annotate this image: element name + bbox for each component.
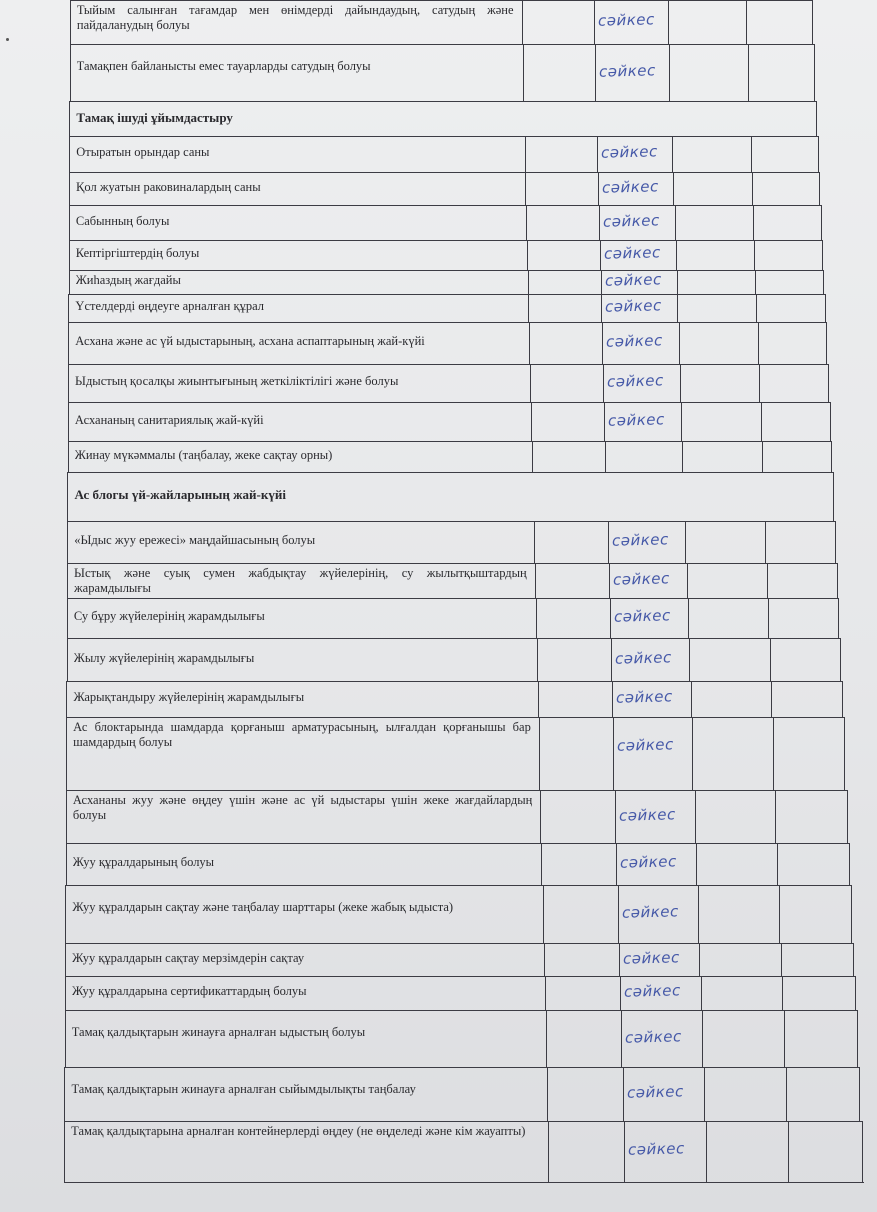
column-divider-4 (758, 323, 759, 364)
column-divider-4 (756, 295, 757, 322)
column-divider-1 (530, 365, 531, 402)
criterion-label: Жуу құралдарын сақтау және таңбалау шарттары (жеке жабық ыдыста) (72, 900, 454, 914)
table-row (66, 790, 848, 843)
column-divider-2 (603, 365, 604, 402)
column-divider-2 (621, 1011, 622, 1067)
column-divider-3 (679, 323, 680, 364)
column-divider-4 (746, 1, 747, 44)
column-divider-3 (680, 365, 681, 402)
handwritten-mark: сәйкес (617, 735, 675, 755)
column-divider-4 (779, 886, 780, 943)
column-divider-1 (541, 844, 542, 885)
criterion-label: Отыратын орындар саны (76, 145, 210, 159)
column-divider-3 (692, 718, 693, 790)
column-divider-1 (547, 1068, 548, 1121)
criterion-label: Ас блоктарында шамдарда қорғаныш арматурасының, ылғалдан қорғанышы бар шамдардың болуы (73, 720, 531, 749)
column-divider-2 (623, 1068, 624, 1121)
criterion-label: Асхананы жуу және өңдеу үшін және ас үй ыдыстары үшін жеке жағдайлардың болуы (72, 793, 533, 822)
column-divider-4 (759, 365, 760, 402)
handwritten-mark: сәйкес (613, 606, 671, 626)
handwritten-mark: сәйкес (626, 1082, 684, 1102)
handwritten-mark: сәйкес (615, 687, 673, 707)
column-divider-3 (689, 639, 690, 681)
column-divider-3 (699, 944, 700, 976)
column-divider-4 (777, 844, 778, 885)
column-divider-4 (788, 1122, 789, 1182)
column-divider-4 (752, 173, 753, 205)
table-row (65, 1010, 858, 1067)
column-divider-3 (687, 564, 688, 598)
column-divider-3 (691, 682, 692, 717)
column-divider-3 (677, 271, 678, 294)
handwritten-mark: сәйкес (611, 530, 669, 550)
criterion-label: Жинау мүкәммалы (таңбалау, жеке сақтау орны) (74, 447, 333, 462)
table-row (68, 364, 829, 402)
table-row (69, 270, 825, 294)
column-divider-1 (528, 271, 529, 294)
column-divider-2 (624, 1122, 625, 1182)
handwritten-mark: сәйкес (598, 60, 656, 81)
column-divider-2 (611, 639, 612, 681)
table-row (66, 681, 842, 717)
table-row (65, 976, 856, 1010)
column-divider-2 (613, 718, 614, 790)
table-row (65, 943, 854, 976)
column-divider-1 (536, 599, 537, 638)
handwritten-mark: сәйкес (603, 243, 661, 263)
column-divider-3 (673, 173, 674, 205)
handwritten-mark: сәйкес (607, 371, 665, 391)
handwritten-mark: сәйкес (624, 1026, 683, 1047)
column-divider-2 (598, 173, 599, 205)
column-divider-3 (702, 1011, 703, 1067)
criterion-label: Тамақ қалдықтарын жинауға арналған сыйымдылықты таңбалау (71, 1082, 416, 1096)
column-divider-2 (620, 977, 621, 1010)
column-divider-4 (753, 206, 754, 240)
criterion-label: Жиһаздың жағдайы (75, 273, 181, 287)
criterion-label: Асхананың санитариялық жай-күйі (74, 412, 264, 427)
table-row (68, 322, 827, 364)
table-row (68, 402, 831, 441)
column-divider-4 (775, 791, 776, 843)
column-divider-2 (615, 791, 616, 843)
column-divider-2 (600, 241, 601, 270)
table-row (64, 1067, 860, 1121)
handwritten-mark: сәйкес (605, 296, 663, 316)
column-divider-1 (544, 944, 545, 976)
column-divider-2 (616, 844, 617, 885)
criterion-label: «Ыдыс жуу ережесі» маңдайшасының болуы (74, 533, 316, 547)
criterion-label: Тамақ қалдықтарын жинауға арналған ыдыстың болуы (71, 1025, 366, 1039)
column-divider-1 (538, 682, 539, 717)
column-divider-2 (612, 682, 613, 717)
table-row (66, 843, 850, 885)
table-row (69, 136, 819, 172)
table-row (67, 598, 839, 638)
column-divider-3 (676, 241, 677, 270)
column-divider-2 (601, 295, 602, 322)
column-divider-1 (534, 522, 535, 563)
criterion-label: Жарықтандыру жүйелерінің жарамдылығы (73, 690, 305, 704)
column-divider-3 (704, 1068, 705, 1121)
column-divider-1 (546, 1011, 547, 1067)
table-row (70, 0, 813, 44)
section-title: Тамақ ішуді ұйымдастыру (76, 109, 233, 125)
section-header-row (69, 101, 817, 136)
column-divider-3 (669, 45, 670, 101)
handwritten-mark: сәйкес (606, 331, 664, 351)
table-row (66, 717, 845, 790)
table-row (69, 240, 824, 270)
column-divider-4 (767, 564, 768, 598)
column-divider-3 (672, 137, 673, 172)
section-header-row (67, 472, 833, 521)
column-divider-1 (539, 718, 540, 790)
handwritten-mark: сәйкес (627, 1139, 686, 1159)
criterion-label: Жуу құралдарына сертификаттардың болуы (71, 984, 307, 998)
column-divider-4 (751, 137, 752, 172)
handwritten-mark: сәйкес (612, 568, 670, 589)
column-divider-2 (602, 323, 603, 364)
handwritten-mark: сәйкес (608, 409, 666, 430)
column-divider-2 (601, 271, 602, 294)
handwritten-mark: сәйкес (604, 270, 662, 290)
column-divider-2 (619, 944, 620, 976)
column-divider-3 (675, 206, 676, 240)
column-divider-3 (698, 886, 699, 943)
column-divider-2 (597, 137, 598, 172)
handwritten-mark: сәйкес (621, 902, 679, 922)
handwritten-mark: сәйкес (623, 981, 681, 1001)
column-divider-2 (608, 522, 609, 563)
column-divider-1 (537, 639, 538, 681)
handwritten-mark: сәйкес (618, 804, 677, 825)
column-divider-2 (604, 403, 605, 441)
criterion-label: Тыйым салынған тағамдар мен өнімдерді дайындаудың, сатудың және пайдаланудың болуы (76, 3, 514, 32)
column-divider-4 (754, 241, 755, 270)
criterion-label: Асхана және ас үй ыдыстарының, асхана аспаптарының жай-күйі (75, 334, 425, 348)
column-divider-2 (594, 1, 595, 44)
handwritten-mark: сәйкес (600, 142, 659, 162)
column-divider-3 (685, 522, 686, 563)
criterion-label: Кептіргіштердің болуы (75, 246, 200, 260)
criterion-label: Сабынның болуы (75, 213, 170, 228)
column-divider-4 (755, 271, 756, 294)
table-row (67, 638, 841, 681)
table-row (68, 441, 832, 472)
table-row (67, 521, 836, 563)
criterion-label: Ыстық және суық сумен жабдықтау жүйелерінің, су жылытқыштардың жарамдылығы (74, 566, 527, 595)
column-divider-1 (540, 791, 541, 843)
column-divider-1 (527, 241, 528, 270)
column-divider-4 (748, 45, 749, 101)
criterion-label: Тамақпен байланысты емес тауарларды сатудың болуы (76, 59, 371, 73)
column-divider-1 (543, 886, 544, 943)
column-divider-3 (677, 295, 678, 322)
column-divider-4 (765, 522, 766, 563)
criterion-label: Ыдыстың қосалқы жиынтығының жеткіліктілігі және болуы (75, 374, 399, 388)
column-divider-1 (523, 45, 524, 101)
column-divider-4 (784, 1011, 785, 1067)
column-divider-1 (535, 564, 536, 598)
table-row (67, 563, 837, 598)
column-divider-4 (781, 944, 782, 976)
column-divider-4 (782, 977, 783, 1010)
column-divider-3 (668, 1, 669, 44)
table-row (68, 294, 825, 322)
column-divider-4 (768, 599, 769, 638)
column-divider-3 (688, 599, 689, 638)
column-divider-4 (762, 442, 763, 472)
column-divider-3 (701, 977, 702, 1010)
table-row (70, 44, 816, 101)
column-divider-1 (529, 323, 530, 364)
column-divider-3 (681, 403, 682, 441)
column-divider-1 (528, 295, 529, 322)
criterion-label: Қол жуатын раковиналардың саны (76, 179, 261, 194)
criterion-label: Жылу жүйелерінің жарамдылығы (73, 650, 255, 665)
column-divider-3 (695, 791, 696, 843)
handwritten-mark: сәйкес (601, 176, 660, 197)
column-divider-2 (595, 45, 596, 101)
column-divider-3 (696, 844, 697, 885)
handwritten-mark: сәйкес (602, 210, 660, 231)
column-divider-4 (773, 718, 774, 790)
column-divider-2 (605, 442, 606, 472)
handwritten-mark: сәйкес (620, 852, 678, 872)
column-divider-2 (599, 206, 600, 240)
handwritten-mark: сәйкес (622, 947, 680, 968)
page-speck (6, 38, 9, 41)
column-divider-2 (618, 886, 619, 943)
section-title: Ас блогы үй-жайларының жай-күйі (74, 487, 286, 502)
column-divider-1 (525, 173, 526, 205)
column-divider-4 (770, 639, 771, 681)
column-divider-4 (771, 682, 772, 717)
column-divider-1 (548, 1122, 549, 1182)
criterion-label: Тамақ қалдықтарына арналған контейнерлерді өңдеу (не өңделеді және кім жауапты) (71, 1124, 526, 1138)
table-row (64, 1121, 863, 1182)
handwritten-mark: сәйкес (597, 10, 655, 30)
criterion-label: Жуу құралдарын сақтау мерзімдерін сақтау (72, 950, 305, 965)
column-divider-2 (610, 599, 611, 638)
criterion-label: Су бұру жүйелерінің жарамдылығы (73, 609, 265, 623)
column-divider-1 (526, 206, 527, 240)
handwritten-mark: сәйкес (614, 647, 672, 668)
table-row (69, 205, 822, 240)
column-divider-4 (786, 1068, 787, 1121)
column-divider-4 (761, 403, 762, 441)
column-divider-1 (525, 137, 526, 172)
table-row (65, 885, 852, 943)
column-divider-3 (706, 1122, 707, 1182)
column-divider-1 (522, 1, 523, 44)
column-divider-1 (532, 442, 533, 472)
column-divider-2 (609, 564, 610, 598)
criterion-label: Жуу құралдарының болуы (72, 855, 215, 869)
table-bottom-border (64, 1182, 864, 1183)
column-divider-1 (545, 977, 546, 1010)
column-divider-1 (531, 403, 532, 441)
criterion-label: Үстелдерді өңдеуге арналған құрал (75, 299, 264, 313)
column-divider-3 (682, 442, 683, 472)
table-row (69, 172, 820, 205)
